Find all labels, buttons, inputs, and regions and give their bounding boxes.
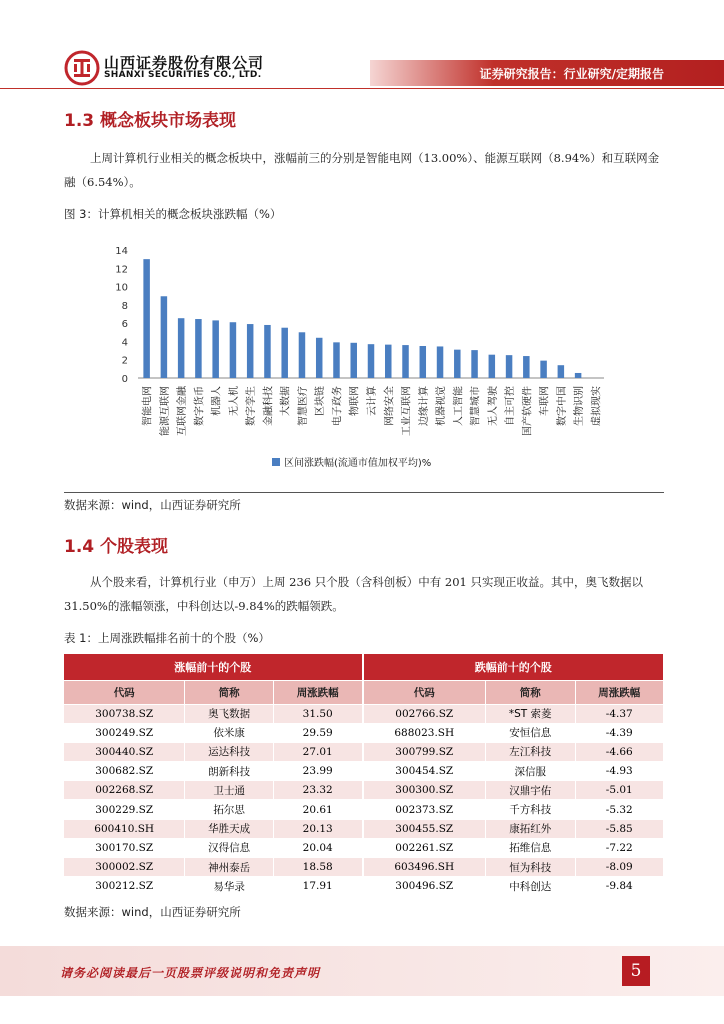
table-group-header-row — [64, 654, 664, 680]
stock-code-cell: 688023.SH — [363, 723, 486, 742]
chart-data-source: 数据来源：wind，山西证券研究所 — [64, 498, 241, 512]
x-category-label: 数字中国 — [556, 386, 568, 426]
bar — [471, 350, 478, 378]
x-category-label: 机器视觉 — [436, 386, 448, 426]
weekly-change-cell: 18.58 — [273, 858, 362, 877]
stock-code-cell: 300738.SZ — [64, 704, 185, 723]
x-category-label: 数字货币 — [194, 386, 206, 426]
weekly-change-cell: -5.85 — [575, 819, 663, 838]
y-tick-label: 4 — [121, 337, 128, 349]
report-type-banner — [370, 60, 724, 86]
stock-name-cell: 汉得信息 — [185, 838, 273, 857]
x-category-label: 金融科技 — [263, 386, 275, 426]
table-row — [64, 800, 664, 819]
column-header: 简称 — [185, 680, 273, 704]
stock-code-cell: 300002.SZ — [64, 858, 185, 877]
bar — [350, 343, 357, 378]
x-category-label: 无人驾驶 — [487, 386, 499, 426]
x-category-label: 云计算 — [367, 386, 378, 416]
bar — [195, 319, 202, 378]
table-row — [64, 877, 664, 896]
legend-label: 区间涨跌幅(流通市值加权平均)% — [284, 458, 432, 469]
stock-name-cell: 拓尔思 — [185, 800, 273, 819]
stock-name-cell: 依米康 — [185, 723, 273, 742]
x-category-label: 电子政务 — [332, 386, 344, 426]
stock-name-cell: 运达科技 — [185, 742, 273, 761]
stock-name-cell: 卫士通 — [185, 781, 273, 800]
chart-bottom-rule — [64, 492, 664, 493]
stock-code-cell: 300799.SZ — [363, 742, 486, 761]
x-category-label: 国产软硬件 — [522, 386, 534, 436]
page-footer — [0, 946, 724, 996]
company-name-en: SHANXI SECURITIES CO., LTD. — [104, 70, 262, 80]
y-tick-label: 8 — [121, 300, 128, 312]
weekly-change-cell: -4.93 — [575, 762, 663, 781]
bar — [281, 328, 288, 378]
page-header — [0, 0, 724, 92]
gainers-group-header: 涨幅前十的个股 — [64, 654, 363, 680]
x-category-label: 互联网金融 — [177, 386, 189, 436]
stock-code-cell: 300229.SZ — [64, 800, 185, 819]
table-row — [64, 742, 664, 761]
stock-code-cell: 300455.SZ — [363, 819, 486, 838]
x-category-label: 能源互联网 — [159, 386, 171, 436]
column-header: 代码 — [363, 680, 486, 704]
x-category-label: 大数据 — [280, 386, 292, 416]
stock-code-cell: 603496.SH — [363, 858, 486, 877]
weekly-change-cell: -8.09 — [575, 858, 663, 877]
stock-name-cell: 华胜天成 — [185, 819, 273, 838]
bar — [437, 346, 444, 378]
weekly-change-cell: 29.59 — [273, 723, 362, 742]
stock-performance-paragraph: 从个股来看，计算机行业（申万）上周 236 只个股（含科创板）中有 201 只实现正收益。其中，奥飞数据以 31.50%的涨幅领涨，中科创达以-9.84%的跌幅领跌。 — [64, 575, 644, 613]
stock-name-cell: 恒为科技 — [485, 858, 575, 877]
x-category-label: 物联网 — [349, 386, 361, 416]
x-category-label: 无人机 — [228, 386, 240, 416]
table-row — [64, 704, 664, 723]
x-category-label: 数字孪生 — [246, 386, 258, 426]
weekly-change-cell: -5.01 — [575, 781, 663, 800]
table-row — [64, 781, 664, 800]
weekly-change-cell: 23.99 — [273, 762, 362, 781]
stock-name-cell: 深信服 — [485, 762, 575, 781]
stock-name-cell: 千方科技 — [485, 800, 575, 819]
section-title-stock-performance: 1.4 个股表现 — [64, 537, 169, 557]
figure-caption: 图 3：计算机相关的概念板块涨跌幅（%） — [64, 207, 282, 221]
x-category-label: 边缘计算 — [418, 386, 430, 426]
x-category-label: 车联网 — [539, 386, 551, 416]
weekly-change-cell: 17.91 — [273, 877, 362, 896]
section-title-concept-sectors: 1.3 概念板块市场表现 — [64, 111, 237, 131]
y-tick-label: 10 — [115, 282, 128, 294]
stock-code-cell: 002373.SZ — [363, 800, 486, 819]
stock-code-cell: 300170.SZ — [64, 838, 185, 857]
x-category-label: 虚拟现实 — [591, 386, 603, 426]
concept-sector-bar-chart — [64, 236, 664, 486]
weekly-change-cell: 20.61 — [273, 800, 362, 819]
y-tick-label: 2 — [121, 355, 128, 367]
x-category-label: 机器人 — [211, 386, 223, 416]
x-category-label: 人工智能 — [453, 386, 465, 426]
weekly-change-cell: -9.84 — [575, 877, 663, 896]
table-column-header-row — [64, 680, 664, 704]
table-row — [64, 723, 664, 742]
stock-name-cell: 易华录 — [185, 877, 273, 896]
table-caption: 表 1：上周涨跌幅排名前十的个股（%） — [64, 631, 270, 645]
stock-code-cell: 300212.SZ — [64, 877, 185, 896]
weekly-change-cell: -4.37 — [575, 704, 663, 723]
stock-code-cell: 300454.SZ — [363, 762, 486, 781]
bar — [420, 346, 427, 378]
report-type-label: 证券研究报告：行业研究/定期报告 — [479, 67, 664, 81]
stock-name-cell: 朗新科技 — [185, 762, 273, 781]
company-name-cn: 山西证券股份有限公司 — [104, 54, 265, 72]
stock-name-cell: *ST 索菱 — [485, 704, 575, 723]
x-category-label: 工业互联网 — [401, 386, 413, 436]
table-row — [64, 858, 664, 877]
bar — [558, 365, 565, 378]
bar — [316, 338, 323, 378]
stock-name-cell: 中科创达 — [485, 877, 575, 896]
bar — [385, 345, 392, 378]
weekly-change-cell: -7.22 — [575, 838, 663, 857]
column-header: 代码 — [64, 680, 185, 704]
column-header: 周涨跌幅 — [575, 680, 663, 704]
weekly-change-cell: -4.66 — [575, 742, 663, 761]
bar — [368, 344, 375, 378]
x-category-label: 智慧医疗 — [297, 386, 309, 426]
weekly-change-cell: 23.32 — [273, 781, 362, 800]
legend-swatch — [272, 458, 280, 466]
header-divider — [0, 88, 724, 89]
bar — [333, 342, 340, 378]
stock-code-cell: 300300.SZ — [363, 781, 486, 800]
table-row — [64, 819, 664, 838]
bar — [212, 320, 219, 378]
bar — [247, 324, 254, 378]
bar — [264, 325, 271, 378]
weekly-change-cell: 20.04 — [273, 838, 362, 857]
stock-name-cell: 奥飞数据 — [185, 704, 273, 723]
stock-name-cell: 安恒信息 — [485, 723, 575, 742]
stock-name-cell: 神州泰岳 — [185, 858, 273, 877]
y-tick-label: 12 — [115, 264, 128, 276]
y-tick-label: 0 — [121, 374, 128, 385]
page-number: 5 — [622, 956, 650, 986]
stock-code-cell: 300249.SZ — [64, 723, 185, 742]
stock-code-cell: 002268.SZ — [64, 781, 185, 800]
y-tick-label: 6 — [121, 319, 128, 331]
concept-sectors-paragraph: 上周计算机行业相关的概念板块中，涨幅前三的分别是智能电网（13.00%）、能源互联网（8.94%）和互联网金融（6.54%）。 — [64, 151, 660, 189]
bar — [143, 259, 150, 378]
stock-code-cell: 002261.SZ — [363, 838, 486, 857]
stock-code-cell: 300682.SZ — [64, 762, 185, 781]
stock-name-cell: 汉鼎宇佑 — [485, 781, 575, 800]
column-header: 周涨跌幅 — [273, 680, 362, 704]
x-category-label: 自主可控 — [505, 386, 517, 426]
column-header: 简称 — [485, 680, 575, 704]
x-category-label: 智慧城市 — [470, 386, 482, 426]
table-row — [64, 762, 664, 781]
disclaimer-notice: 请务必阅读最后一页股票评级说明和免责声明 — [60, 966, 321, 980]
bar — [402, 345, 409, 378]
shanxi-securities-logo-icon — [64, 50, 100, 86]
top-ten-stocks-table — [64, 654, 664, 896]
bar — [489, 355, 496, 378]
weekly-change-cell: 27.01 — [273, 742, 362, 761]
bar — [540, 361, 547, 378]
bar — [575, 373, 582, 378]
bar — [454, 350, 461, 378]
x-category-label: 区块链 — [315, 386, 327, 416]
stock-name-cell: 康拓红外 — [485, 819, 575, 838]
stock-code-cell: 300440.SZ — [64, 742, 185, 761]
bar — [230, 322, 237, 378]
x-category-label: 网络安全 — [384, 386, 396, 426]
y-tick-label: 14 — [115, 246, 128, 257]
x-category-label: 智能电网 — [142, 386, 154, 426]
table-data-source: 数据来源：wind，山西证券研究所 — [64, 905, 241, 919]
weekly-change-cell: 31.50 — [273, 704, 362, 723]
weekly-change-cell: -4.39 — [575, 723, 663, 742]
stock-code-cell: 300496.SZ — [363, 877, 486, 896]
bar — [161, 296, 168, 378]
bar — [506, 355, 513, 378]
stock-code-cell: 600410.SH — [64, 819, 185, 838]
bar — [178, 318, 185, 378]
losers-group-header: 跌幅前十的个股 — [363, 654, 664, 680]
stock-name-cell: 左江科技 — [485, 742, 575, 761]
bar — [299, 332, 306, 378]
stock-code-cell: 002766.SZ — [363, 704, 486, 723]
table-row — [64, 838, 664, 857]
bar — [523, 356, 530, 378]
x-category-label: 生物识别 — [574, 386, 586, 426]
weekly-change-cell: -5.32 — [575, 800, 663, 819]
weekly-change-cell: 20.13 — [273, 819, 362, 838]
stock-name-cell: 拓维信息 — [485, 838, 575, 857]
